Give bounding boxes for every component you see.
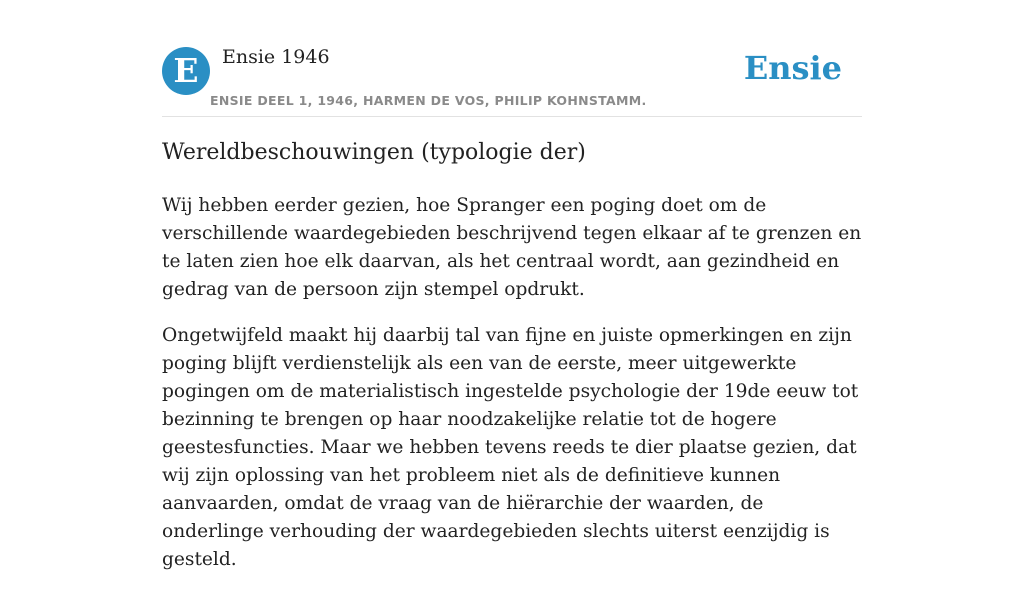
article-header bbox=[162, 0, 862, 117]
book-meta: ENSIE DEEL 1, 1946, HARMEN DE VOS, PHILIP KOHNSTAMM. bbox=[210, 93, 647, 108]
paragraph: Ongetwijfeld maakt hij daarbij tal van fijne en juiste opmerkingen en zijn poging blijft verdienstelijk als een van de eerste, meer uitgewerkte pogingen om de materialistisch ingestelde psychologie der 19de eeuw tot bezinning te brengen op haar noodzakelijke relatie tot de hogere geestesfuncties. Maar we hebben tevens reeds te dier plaatse gezien, dat wij zijn oplossing van het probleem niet als de definitieve kunnen aanvaarden, omdat de vraag van de hiërarchie der waarden, de onderlinge verhouding der waardegebieden slechts uiterst eenzijdig is gesteld. bbox=[162, 325, 859, 570]
entry-body bbox=[162, 192, 866, 592]
entry-title: Wereldbeschouwingen (typologie der) bbox=[162, 140, 586, 165]
article-page bbox=[162, 0, 862, 570]
ensie-logo-icon[interactable]: E bbox=[162, 47, 210, 95]
paragraph: Wij hebben eerder gezien, hoe Spranger een poging doet om de verschillende waardegebieden beschrijvend tegen elkaar af te grenzen en te laten zien hoe elk daarvan, als het centraal wordt, aan gezindheid en gedrag van de persoon zijn stempel opdrukt. bbox=[162, 195, 862, 300]
book-title[interactable]: Ensie 1946 bbox=[222, 46, 330, 68]
brand-logo[interactable]: Ensie bbox=[743, 49, 842, 87]
